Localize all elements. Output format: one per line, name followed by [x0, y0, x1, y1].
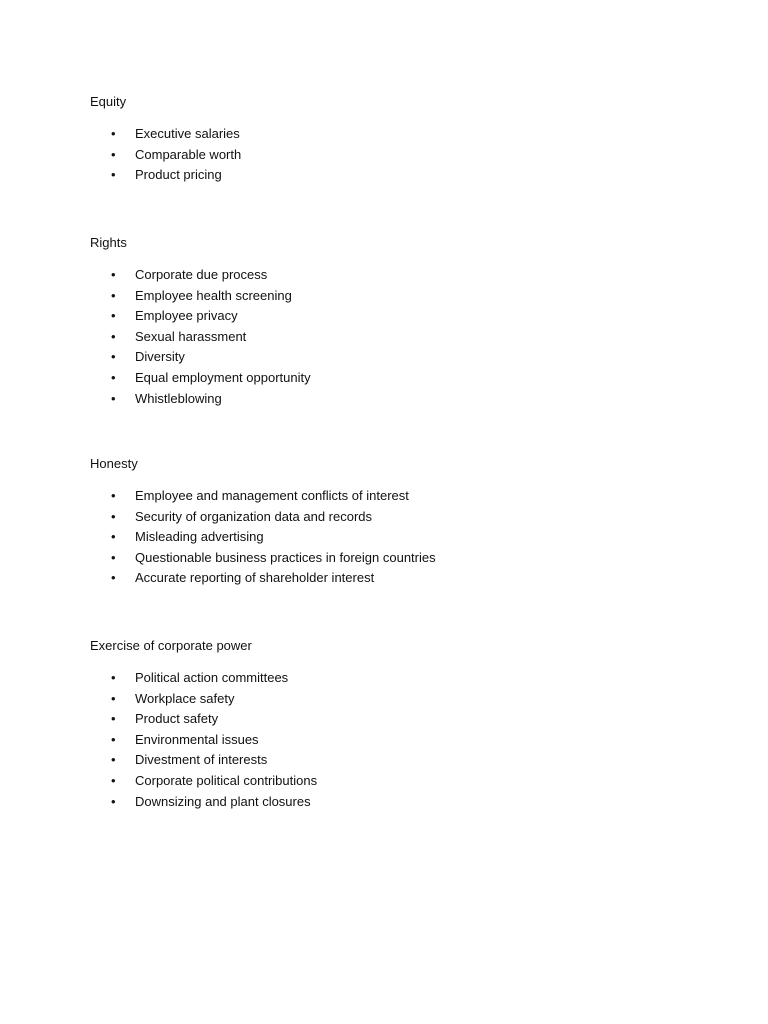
bullet-icon: • [111, 711, 116, 727]
section-heading: Exercise of corporate power [90, 638, 252, 653]
bullet-icon: • [111, 390, 116, 406]
bullet-icon: • [111, 529, 116, 545]
list-item-text: Corporate political contributions [135, 772, 318, 788]
list-item-text: Accurate reporting of shareholder interest [135, 570, 375, 586]
bullet-icon: • [111, 670, 116, 685]
bullet-icon: • [111, 752, 116, 768]
bullet-icon: • [111, 167, 116, 183]
list-item-text: Sexual harassment [135, 328, 247, 344]
section-heading: Rights [90, 235, 127, 250]
bullet-icon: • [111, 267, 116, 282]
bullet-icon: • [111, 369, 116, 385]
list-item-text: Security of organization data and records [135, 508, 373, 524]
list-item-text: Diversity [135, 349, 185, 365]
bullet-icon: • [111, 570, 116, 586]
bullet-icon: • [111, 349, 116, 365]
list-item-text: Misleading advertising [135, 529, 264, 545]
list-item-text: Workplace safety [135, 690, 235, 706]
list-item-text: Employee and management conflicts of interest [135, 488, 409, 503]
list-item-text: Executive salaries [135, 126, 240, 141]
section-heading: Honesty [90, 456, 138, 471]
bullet-icon: • [111, 690, 116, 706]
bullet-icon: • [111, 328, 116, 344]
bullet-icon: • [111, 126, 116, 141]
bullet-icon: • [111, 549, 116, 565]
list-item-text: Comparable worth [135, 146, 242, 162]
list-item-text: Product pricing [135, 167, 222, 183]
bullet-icon: • [111, 146, 116, 162]
bullet-icon: • [111, 772, 116, 788]
section-heading: Equity [90, 94, 127, 109]
bullet-icon: • [111, 793, 116, 809]
list-item-text: Political action committees [135, 670, 289, 685]
list-item-text: Downsizing and plant closures [135, 793, 311, 809]
list-item-text: Employee privacy [135, 308, 238, 324]
list-item-text: Whistleblowing [135, 390, 222, 406]
bullet-icon: • [111, 731, 116, 747]
list-item-text: Corporate due process [135, 267, 268, 282]
bullet-icon: • [111, 287, 116, 303]
list-item-text: Environmental issues [135, 731, 259, 747]
list-item-text: Questionable business practices in foreign countries [135, 549, 436, 565]
list-item-text: Divestment of interests [135, 752, 268, 768]
bullet-icon: • [111, 308, 116, 324]
bullet-icon: • [111, 488, 116, 503]
list-item-text: Product safety [135, 711, 219, 727]
bullet-icon: • [111, 508, 116, 524]
list-item-text: Employee health screening [135, 287, 292, 303]
list-item-text: Equal employment opportunity [135, 369, 311, 385]
